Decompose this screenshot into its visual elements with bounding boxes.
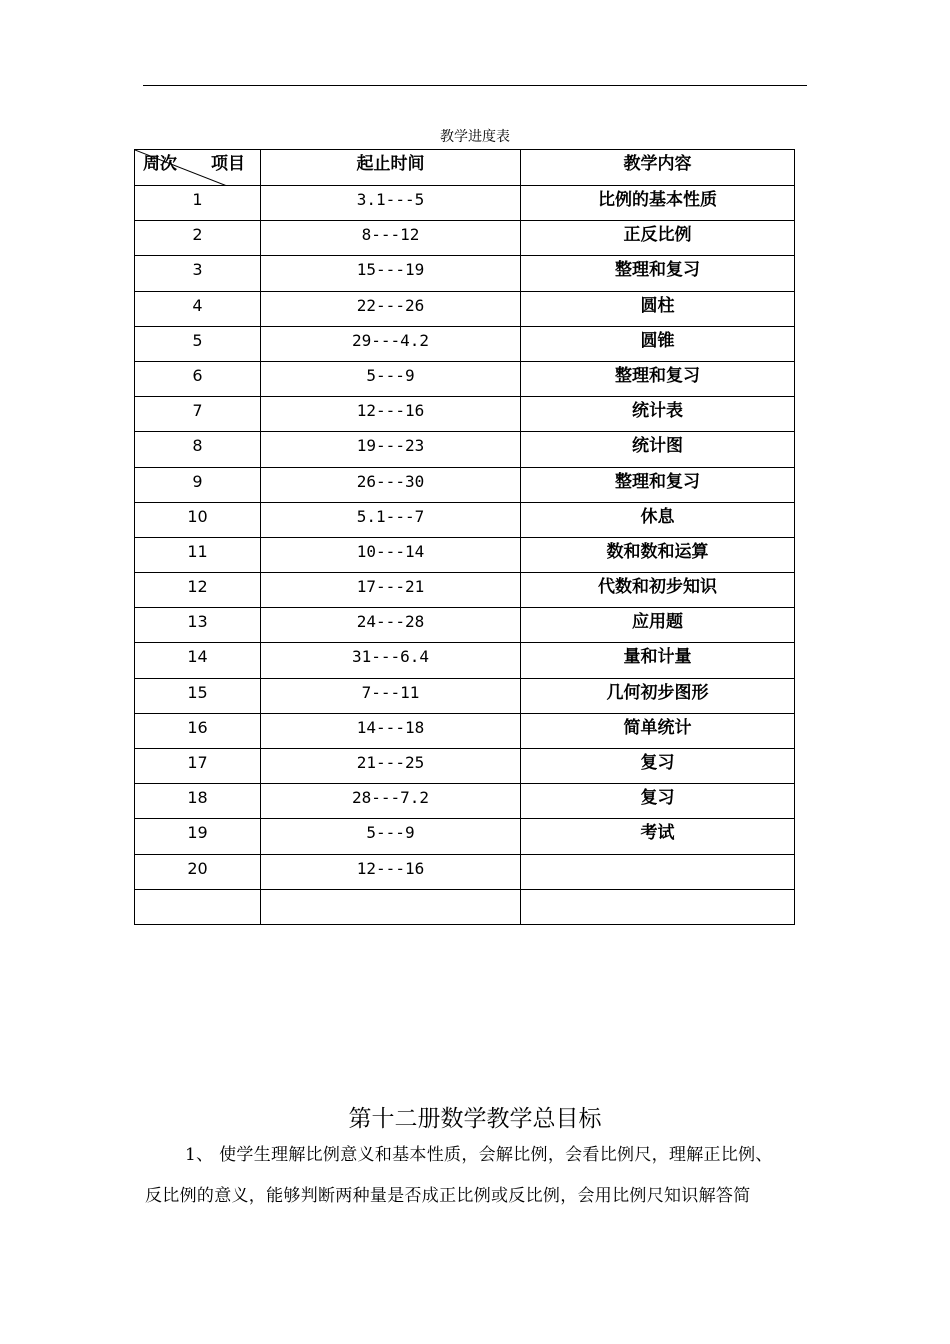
week-cell: 12 <box>135 573 261 608</box>
content-cell: 比例的基本性质 <box>521 186 795 221</box>
table-row <box>135 784 795 819</box>
week-cell: 20 <box>135 854 261 889</box>
header-week-item-cell <box>135 150 261 186</box>
time-cell: 14---18 <box>261 713 521 748</box>
week-cell <box>135 889 261 924</box>
content-cell: 休息 <box>521 502 795 537</box>
header-time-cell: 起止时间 <box>261 150 521 186</box>
time-cell: 19---23 <box>261 432 521 467</box>
content-cell: 整理和复习 <box>521 256 795 291</box>
week-cell: 8 <box>135 432 261 467</box>
content-cell: 几何初步图形 <box>521 678 795 713</box>
table-row <box>135 432 795 467</box>
time-cell: 24---28 <box>261 608 521 643</box>
table-row <box>135 291 795 326</box>
time-cell: 5---9 <box>261 819 521 854</box>
content-cell: 圆锥 <box>521 326 795 361</box>
time-cell <box>261 889 521 924</box>
week-cell: 14 <box>135 643 261 678</box>
table-row <box>135 713 795 748</box>
content-cell: 整理和复习 <box>521 361 795 396</box>
time-cell: 28---7.2 <box>261 784 521 819</box>
table-row <box>135 608 795 643</box>
table-row <box>135 186 795 221</box>
week-cell: 15 <box>135 678 261 713</box>
content-cell: 复习 <box>521 784 795 819</box>
time-cell: 22---26 <box>261 291 521 326</box>
week-cell: 11 <box>135 537 261 572</box>
table-row <box>135 819 795 854</box>
week-cell: 4 <box>135 291 261 326</box>
header-week-label: 周次 <box>143 154 177 174</box>
week-cell: 18 <box>135 784 261 819</box>
content-cell: 代数和初步知识 <box>521 573 795 608</box>
table-row <box>135 502 795 537</box>
table-row <box>135 326 795 361</box>
week-cell: 1 <box>135 186 261 221</box>
section-title: 第十二册数学教学总目标 <box>348 1106 602 1132</box>
table-row <box>135 573 795 608</box>
time-cell: 5---9 <box>261 361 521 396</box>
time-cell: 3.1---5 <box>261 186 521 221</box>
content-cell: 量和计量 <box>521 643 795 678</box>
content-cell: 正反比例 <box>521 221 795 256</box>
content-cell: 统计图 <box>521 432 795 467</box>
header-item-label: 项目 <box>211 154 245 174</box>
time-cell: 29---4.2 <box>261 326 521 361</box>
time-cell: 17---21 <box>261 573 521 608</box>
time-cell: 8---12 <box>261 221 521 256</box>
table-row <box>135 749 795 784</box>
header-content-cell: 教学内容 <box>521 150 795 186</box>
time-cell: 10---14 <box>261 537 521 572</box>
time-cell: 12---16 <box>261 397 521 432</box>
schedule-table <box>134 149 795 925</box>
content-cell: 统计表 <box>521 397 795 432</box>
header-rule <box>143 85 807 86</box>
content-cell <box>521 854 795 889</box>
content-cell: 圆柱 <box>521 291 795 326</box>
content-cell: 复习 <box>521 749 795 784</box>
week-cell: 10 <box>135 502 261 537</box>
week-cell: 9 <box>135 467 261 502</box>
week-cell: 17 <box>135 749 261 784</box>
table-row <box>135 256 795 291</box>
week-cell: 3 <box>135 256 261 291</box>
table-row <box>135 467 795 502</box>
table-row <box>135 221 795 256</box>
paragraph-line-1: 1、 使学生理解比例意义和基本性质，会解比例，会看比例尺，理解正比例、 <box>185 1145 773 1165</box>
content-cell: 应用题 <box>521 608 795 643</box>
week-cell: 7 <box>135 397 261 432</box>
table-row <box>135 537 795 572</box>
week-cell: 5 <box>135 326 261 361</box>
content-cell: 整理和复习 <box>521 467 795 502</box>
time-cell: 12---16 <box>261 854 521 889</box>
week-cell: 13 <box>135 608 261 643</box>
time-cell: 5.1---7 <box>261 502 521 537</box>
table-row <box>135 643 795 678</box>
time-cell: 26---30 <box>261 467 521 502</box>
table-row <box>135 678 795 713</box>
week-cell: 6 <box>135 361 261 396</box>
content-cell <box>521 889 795 924</box>
paragraph-line-2: 反比例的意义，能够判断两种量是否成正比例或反比例，会用比例尺知识解答简 <box>145 1186 751 1206</box>
table-row <box>135 889 795 924</box>
time-cell: 7---11 <box>261 678 521 713</box>
content-cell: 数和数和运算 <box>521 537 795 572</box>
week-cell: 16 <box>135 713 261 748</box>
table-row <box>135 854 795 889</box>
time-cell: 15---19 <box>261 256 521 291</box>
table-row <box>135 361 795 396</box>
content-cell: 考试 <box>521 819 795 854</box>
time-cell: 31---6.4 <box>261 643 521 678</box>
table-row <box>135 397 795 432</box>
content-cell: 简单统计 <box>521 713 795 748</box>
time-cell: 21---25 <box>261 749 521 784</box>
table-caption: 教学进度表 <box>440 129 510 145</box>
week-cell: 19 <box>135 819 261 854</box>
table-header-row <box>135 150 795 186</box>
week-cell: 2 <box>135 221 261 256</box>
